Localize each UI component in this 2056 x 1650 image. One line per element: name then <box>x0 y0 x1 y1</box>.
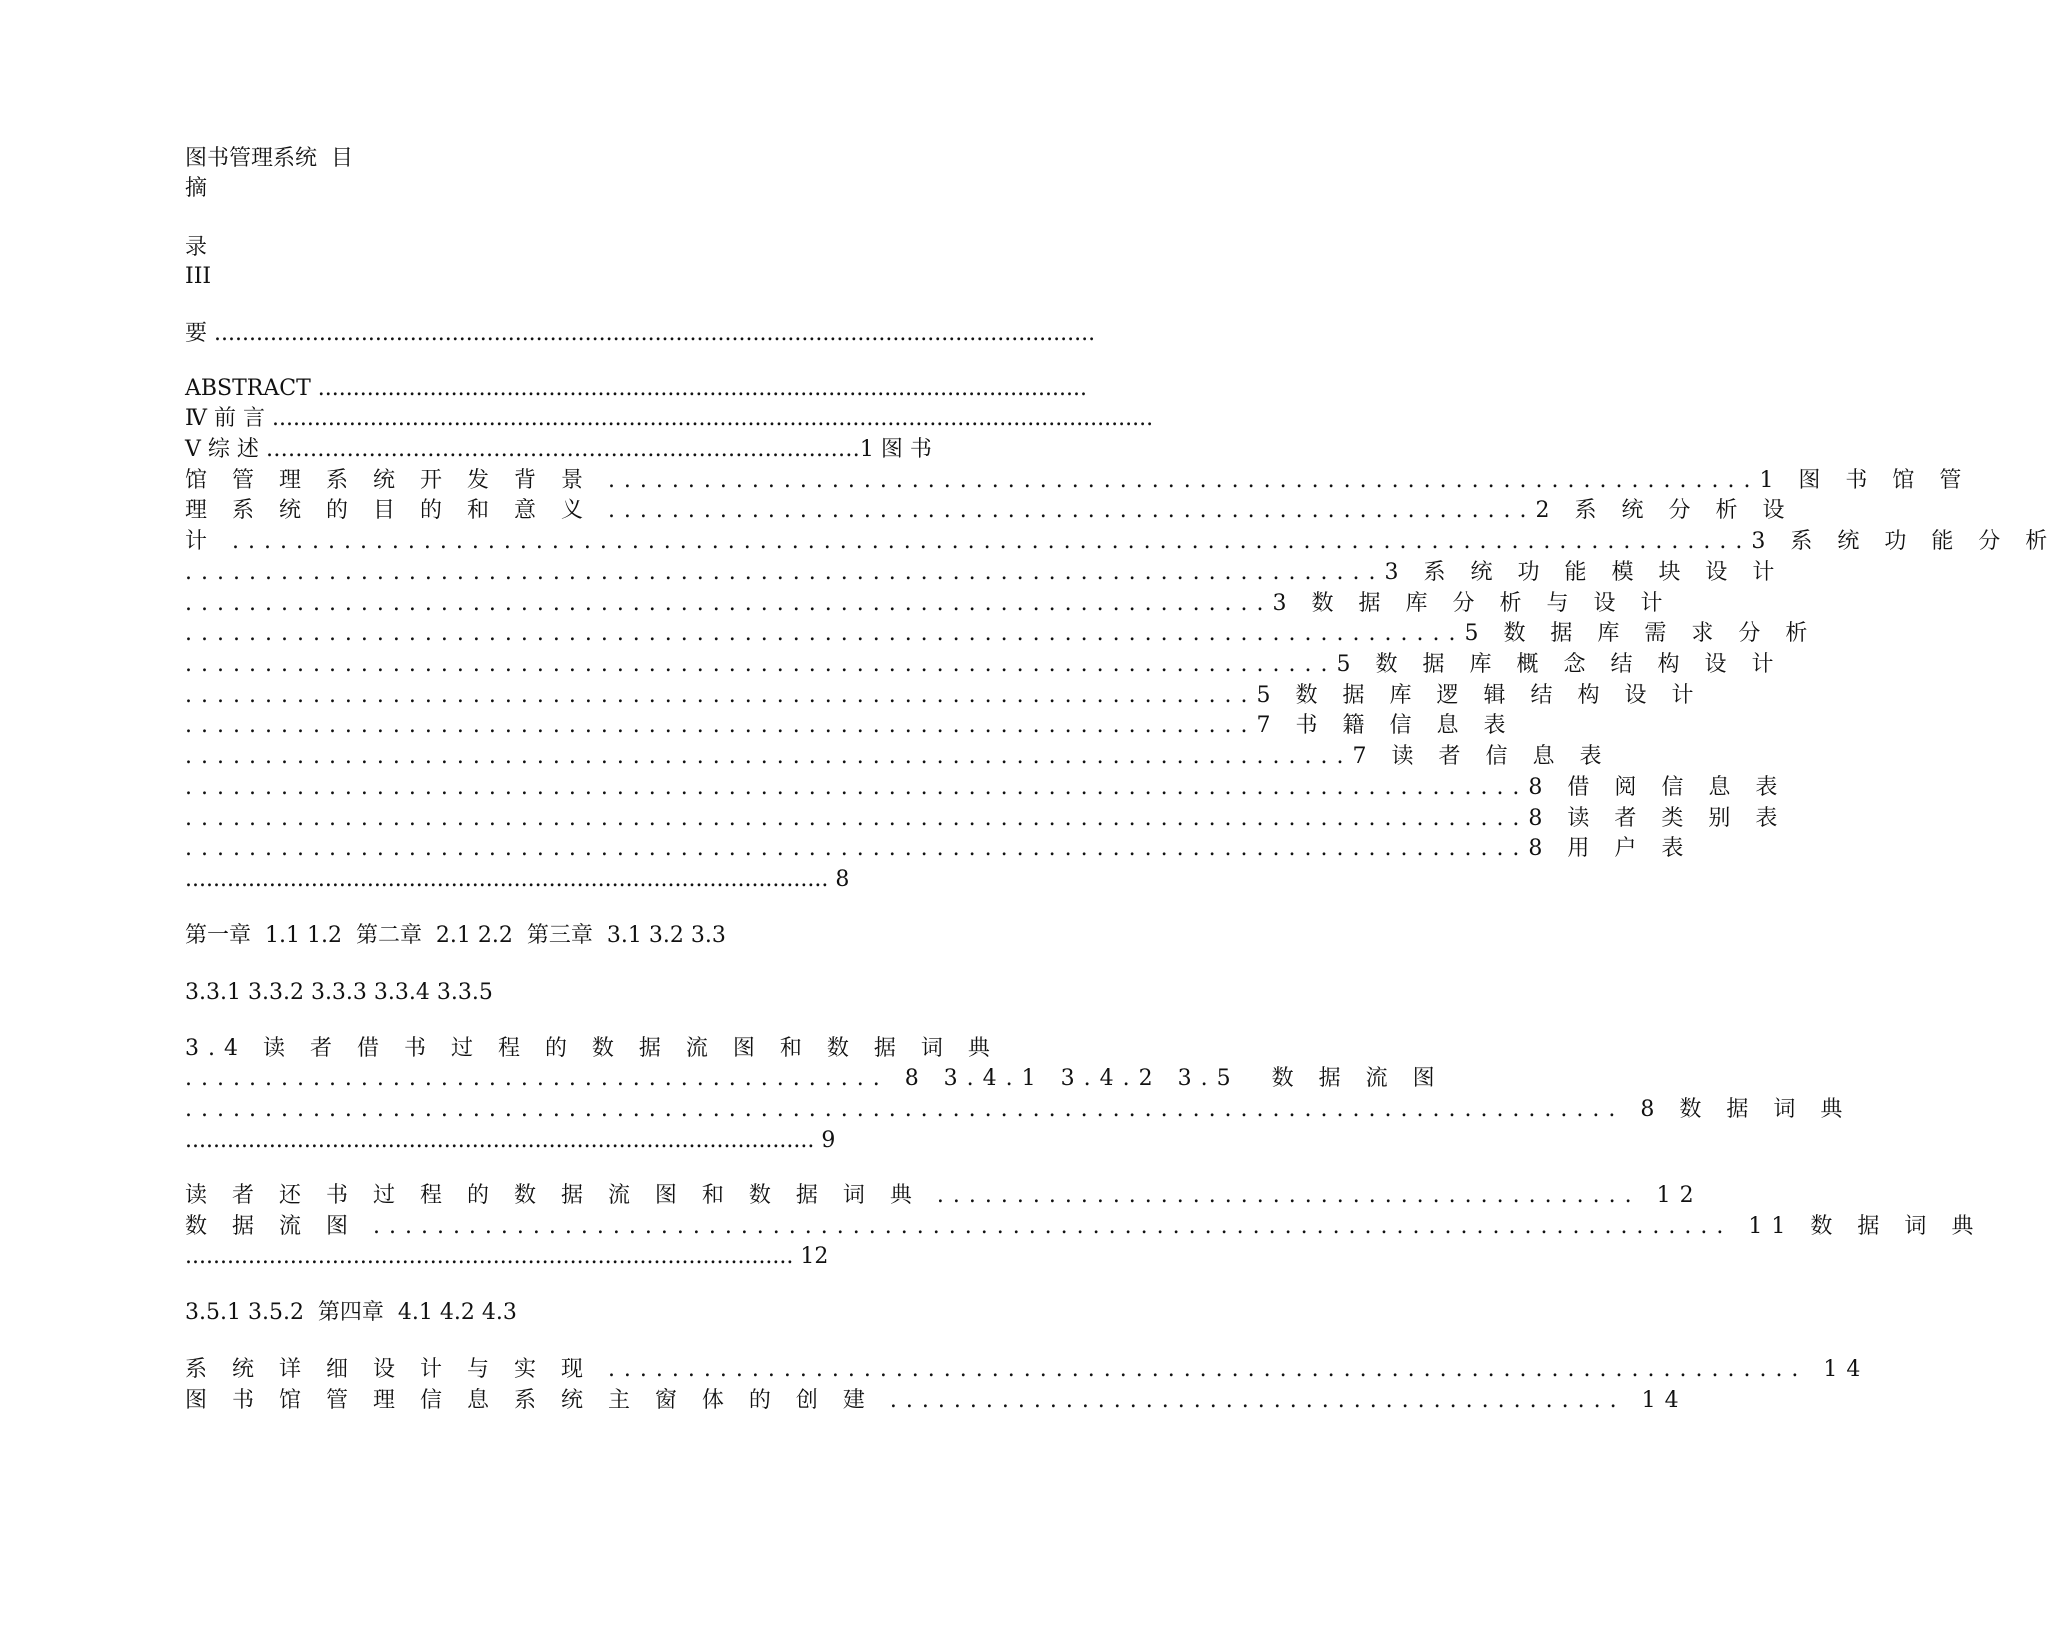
toc-chapter-list: 第一章 1.1 1.2 第二章 2.1 2.2 第三章 3.1 3.2 3.3 <box>185 923 726 948</box>
toc-entry: 要 .............................................................................................................................. <box>185 321 1096 346</box>
toc-entry: ...................................................................7 书 籍 信 息 表 <box>185 713 1515 738</box>
toc-entry: .......................................................................................... 9 <box>185 1128 836 1153</box>
toc-entry: .......................................................................................... 8 数 据 词 典 <box>185 1097 1852 1122</box>
toc-line: III <box>185 264 212 289</box>
toc-entry: ....................................................................................8 借 阅 信 息 表 <box>185 775 1787 800</box>
toc-entry: ....................................................................................... 12 <box>185 1244 829 1269</box>
toc-entry: 数 据 流 图 ..................................................................................... 11 数 据 词 典 <box>185 1214 1983 1239</box>
toc-entry: Ⅳ 前 言 .............................................................................................................................. <box>185 406 1154 431</box>
toc-entry: ............................................................................................ 8 <box>185 867 850 892</box>
toc-entry: ....................................................................................8 用 户 表 <box>185 836 1693 861</box>
toc-entry: 3.4 读 者 借 书 过 程 的 数 据 流 图 和 数 据 词 典 <box>185 1036 999 1061</box>
toc-section-list: 3.3.1 3.3.2 3.3.3 3.3.4 3.3.5 <box>185 980 493 1005</box>
toc-chapter-list: 3.5.1 3.5.2 第四章 4.1 4.2 4.3 <box>185 1300 517 1325</box>
toc-entry: ABSTRACT .............................................................................................................. <box>185 376 1087 401</box>
toc-entry: ........................................................................5 数 据 库 概 念 结 构 设 计 <box>185 652 1783 677</box>
toc-entry: ...........................................................................3 系 统 功 能 模 块 设 计 <box>185 560 1784 585</box>
toc-entry: 系 统 详 细 设 计 与 实 现 ........................................................................... 14 <box>185 1357 1870 1382</box>
toc-entry: 计 ...............................................................................................3 系 统 功 能 分 析 <box>185 529 2056 554</box>
toc-title: 图书管理系统 目 <box>185 146 353 171</box>
toc-entry: 馆 管 理 系 统 开 发 背 景 ........................................................................1 图 书 馆 管 <box>185 468 1971 493</box>
toc-entry: ....................................................................................8 读 者 类 别 表 <box>185 806 1787 831</box>
toc-entry: V 综 述 ………………………………………………………………………1 图 书 <box>185 437 932 462</box>
toc-entry: 读 者 还 书 过 程 的 数 据 流 图 和 数 据 词 典 ............................................ 12 <box>185 1183 1703 1208</box>
toc-entry: ....................................................................3 数 据 库 分 析 与 设 计 <box>185 591 1672 616</box>
toc-entry: .........................................................................7 读 者 信 息 表 <box>185 744 1611 769</box>
toc-entry: 理 系 统 的 目 的 和 意 义 ..........................................................2 系 统 分 析 设 <box>185 498 1794 523</box>
toc-entry: ................................................................................5 数 据 库 需 求 分 析 <box>185 621 1817 646</box>
toc-entry: 图 书 馆 管 理 信 息 系 统 主 窗 体 的 创 建 .............................................. 14 <box>185 1388 1688 1413</box>
toc-line: 摘 <box>185 176 208 201</box>
toc-line: 录 <box>185 235 208 260</box>
toc-entry: ...................................................................5 数 据 库 逻 辑 结 构 设 计 <box>185 683 1703 708</box>
toc-entry: ............................................ 8 3.4.1 3.4.2 3.5 数 据 流 图 <box>185 1066 1444 1091</box>
